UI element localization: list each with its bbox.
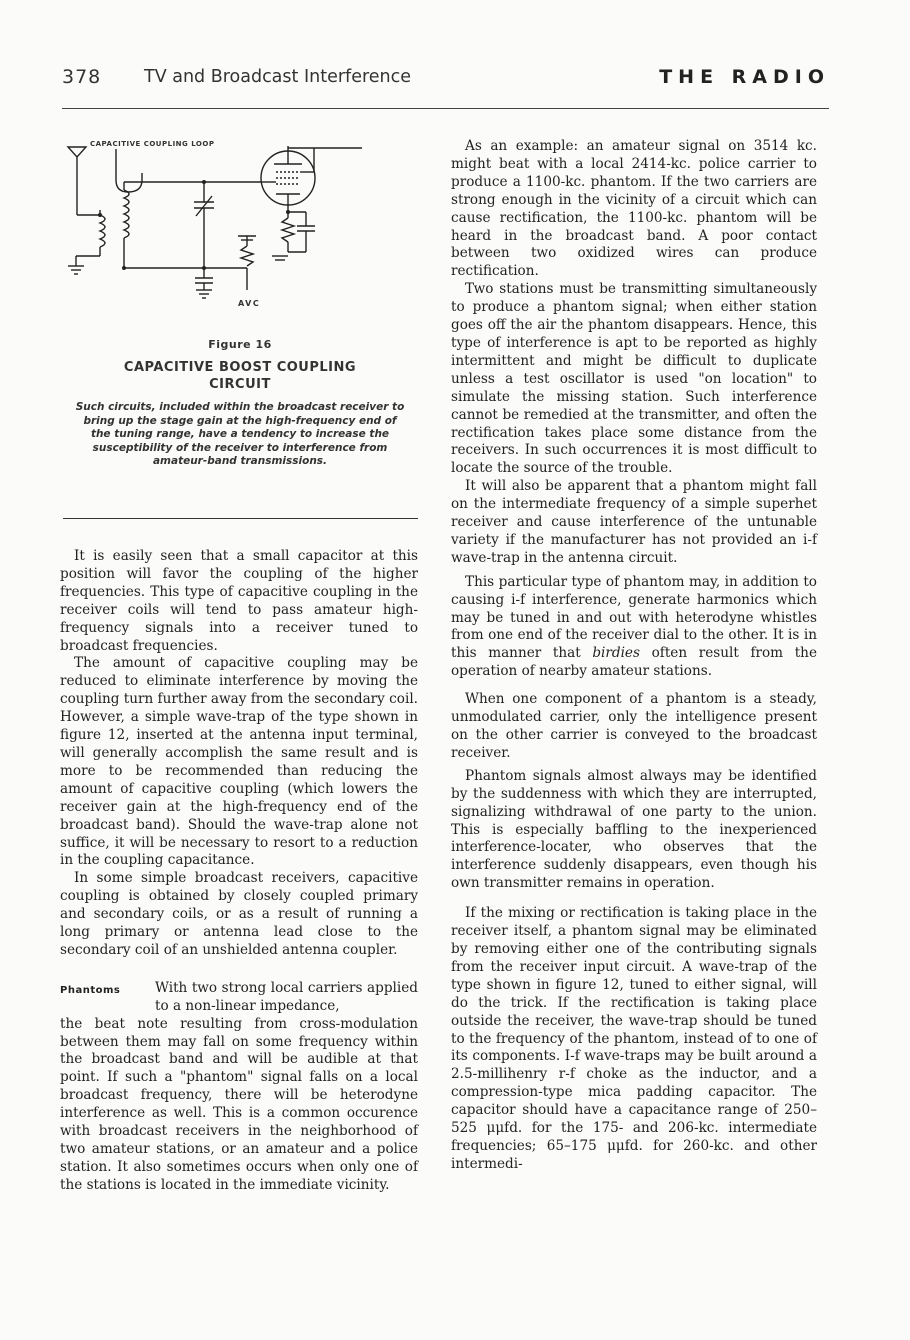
paragraph: Two stations must be transmitting simultaneously to produce a phantom signal; when either station goes off the air the phantom disappears. Hence, this type of interference is apt to be reported as highly intermittent and might be difficult to duplicate unless a test oscillator is used "on location" to simulate the missing station. Such interference cannot be remedied at the transmitter, and often the rectification takes place some distance from the receivers. In such occurrences it is most difficult to locate the source of the trouble.	[451, 281, 817, 477]
circuit-schematic	[62, 140, 422, 320]
paragraph: It is easily seen that a small capacitor at this position will favor the coupling of the higher frequencies. This type of capacitive coupling in the receiver coils will tend to pass amateur high-frequency signals into a receiver tuned to broadcast frequencies.	[60, 548, 418, 654]
paragraph: It will also be apparent that a phantom might fall on the intermediate frequency of a simple superhet receiver and cause interference of the untunable variety if the manufacturer has not provided an i-f wave-trap in the antenna circuit.	[451, 478, 817, 566]
running-title: TV and Broadcast Interference	[144, 67, 412, 87]
publication-name: THE RADIO	[659, 66, 830, 88]
figure-title: CAPACITIVE BOOST COUPLING CIRCUIT	[123, 360, 357, 392]
left-column	[60, 548, 418, 1195]
figure-description: Such circuits, included within the broadcast receiver to bring up the stage gain at the high-frequency end of the tuning range, have a tendency to increase the susceptibility of the receiver to interference from amateur-band transmissions.	[75, 401, 405, 467]
avc-label: AVC	[238, 299, 261, 308]
paragraph: The amount of capacitive coupling may be reduced to eliminate interference by moving the coupling turn further away from the secondary coil. However, a simple wave-trap of the type shown in figure 12, inserted at the antenna input terminal, will generally accomplish the same result and is more to be recommended than reducing the amount of capacitive coupling (which lowers the receiver gain at the high-frequency end of the broadcast band). Should the wave-trap alone not suffice, it will be necessary to resort to a reduction in the coupling capacitance.	[60, 655, 418, 869]
page-header	[62, 66, 830, 94]
phantoms-section	[60, 980, 418, 1195]
figure-rule	[63, 518, 418, 519]
paragraph: As an example: an amateur signal on 3514 kc. might beat with a local 2414-kc. police carrier to produce a 1100-kc. phantom. If the two carriers are strong enough in the vicinity of a circuit which can cause rectification, the 1100-kc. phantom will be heard in the broadcast band. A poor contact between two oxidized wires can produce rectification.	[451, 138, 817, 280]
figure-caption	[70, 338, 410, 469]
paragraph: If the mixing or rectification is taking place in the receiver itself, a phantom signal may be eliminated by removing either one of the contributing signals from the receiver input circuit. A wave-trap of the type shown in figure 12, tuned to either signal, will do the trick. If the rectification is taking place outside the receiver, the wave-trap should be tuned to the frequency of the phantom, instead of to one of its components. I-f wave-traps may be built around a 2.5-millihenry r-f choke as the inductor, and a compression-type mica padding capacitor. The capacitor should have a capacitance range of 250–525 μμfd. for the 175- and 206-kc. intermediate frequencies; 65–175 μμfd. for 260-kc. and other intermedi-	[451, 905, 817, 1172]
emphasis-birdies: birdies	[592, 645, 640, 662]
figure-label: Figure 16	[208, 338, 272, 351]
right-column	[451, 138, 817, 1174]
coupling-loop-label: CAPACITIVE COUPLING LOOP	[90, 140, 215, 148]
paragraph	[451, 574, 817, 681]
phantoms-lead: With two strong local carriers applied to a non-linear impedance,	[155, 979, 418, 1014]
section-heading-phantoms: Phantoms	[60, 984, 121, 996]
page-number: 378	[62, 66, 102, 88]
paragraph: Phantom signals almost always may be identified by the suddenness with which they are interrupted, signalizing withdrawal of one party to the union. This is especially baffling to the inexperienced interference-locater, who observes that the interference suddenly disappears, even though his own transmitter remains in operation.	[451, 767, 817, 892]
text-run: often result from the operation of nearby amateur stations.	[451, 645, 817, 680]
paragraph: When one component of a phantom is a steady, unmodulated carrier, only the intelligence present on the other carrier is conveyed to the broadcast receiver.	[451, 691, 817, 761]
phantoms-body: the beat note resulting from cross-modulation between them may fall on some frequency within the broadcast band and will be audible at that point. If such a "phantom" signal falls on a local broadcast frequency, there will be heterodyne interference as well. This is a common occurence with broadcast receivers in the neighborhood of two amateur stations, or an amateur and a police station. It also sometimes occurs when only one of the stations is located in the immediate vicinity.	[60, 1015, 418, 1193]
header-rule	[62, 108, 829, 109]
text-run: This particular type of phantom may, in addition to causing i-f interference, generate harmonics which may be tuned in and out with heterodyne whistles from one end of the receiver dial to the other. It is in this manner that	[451, 573, 817, 662]
paragraph: In some simple broadcast receivers, capacitive coupling is obtained by closely coupled primary and secondary coils, or as a result of running a long primary or antenna lead close to the secondary coil of an unshielded antenna coupler.	[60, 870, 418, 958]
